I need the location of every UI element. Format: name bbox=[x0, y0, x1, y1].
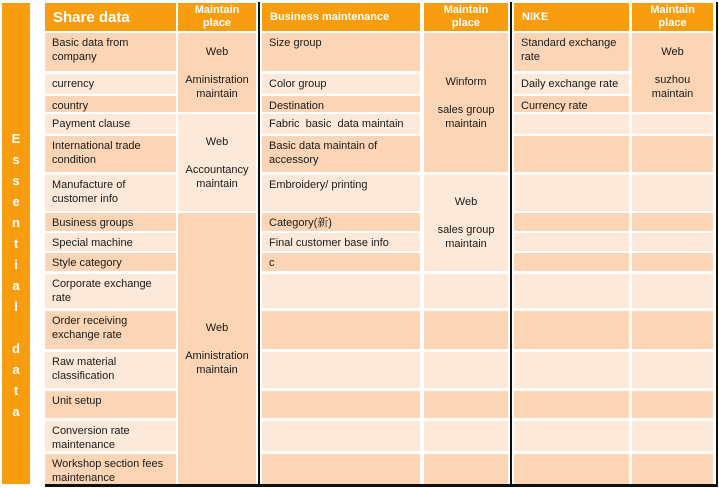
nike-cell-r1 bbox=[514, 33, 629, 71]
maintain-place-2-header bbox=[424, 3, 508, 31]
business-maintenance-cell-r2 bbox=[262, 74, 420, 94]
business-maintenance-header-label: Business maintenance bbox=[270, 10, 390, 23]
maintain-place-3-cell-r7 bbox=[632, 213, 713, 231]
cell-text: Style category bbox=[52, 257, 122, 269]
maintain-place-2-cell-r10 bbox=[424, 274, 508, 308]
cell-text: Aministration maintain bbox=[185, 349, 249, 376]
maintain-place-1-header bbox=[178, 3, 256, 31]
maintain-place-3-header-label: Maintain place bbox=[650, 4, 695, 29]
maintain-place-3-cell-r4 bbox=[632, 114, 713, 134]
nike-cell-r11 bbox=[514, 311, 629, 349]
nike-cell-r7 bbox=[514, 213, 629, 231]
maintain-place-1-cell-r4 bbox=[178, 114, 256, 211]
maintain-place-1-header-label: Maintain place bbox=[194, 4, 240, 29]
cell-text: Web bbox=[205, 321, 229, 334]
business-maintenance-cell-r14 bbox=[262, 421, 420, 451]
nike-cell-r6 bbox=[514, 175, 629, 211]
cell-text: Fabric basic data maintain bbox=[269, 118, 404, 130]
cell-text: Business groups bbox=[52, 217, 134, 229]
share-data-header-label: Share data bbox=[53, 8, 130, 26]
business-maintenance-cell-r8 bbox=[262, 233, 420, 251]
nike-cell-r3 bbox=[514, 96, 629, 112]
cell-text: Aministration maintain bbox=[185, 73, 249, 100]
cell-text: Raw material classification bbox=[52, 356, 120, 382]
cell-text: Currency rate bbox=[521, 100, 588, 112]
cell-text bbox=[427, 209, 505, 223]
maintain-place-2-cell-r1 bbox=[424, 33, 508, 172]
cell-text: Manufacture of customer info bbox=[52, 179, 129, 205]
maintain-place-3-cell-r14 bbox=[632, 421, 713, 451]
cell-text bbox=[181, 59, 253, 73]
cell-text: Web bbox=[454, 196, 478, 208]
vertical-letter: E bbox=[11, 131, 21, 146]
share-data-header bbox=[45, 3, 176, 31]
business-maintenance-cell-r13 bbox=[262, 391, 420, 418]
nike-cell-r2 bbox=[514, 74, 629, 94]
maintain-place-3-cell-r12 bbox=[632, 352, 713, 388]
vertical-letter: s bbox=[12, 173, 20, 188]
business-maintenance-cell-r7 bbox=[262, 213, 420, 231]
nike-cell-r4 bbox=[514, 114, 629, 134]
maintain-place-2-header-label: Maintain place bbox=[443, 4, 489, 29]
cell-text bbox=[181, 335, 253, 349]
cell-text: Web bbox=[205, 135, 229, 148]
nike-cell-r10 bbox=[514, 274, 629, 308]
nike-header bbox=[514, 3, 629, 31]
share-data-cell-r13 bbox=[45, 391, 176, 418]
cell-text: Winform bbox=[445, 75, 487, 88]
cell-text: Payment clause bbox=[52, 118, 131, 130]
cell-text: Corporate exchange rate bbox=[52, 278, 155, 304]
share-data-cell-r12 bbox=[45, 352, 176, 388]
business-maintenance-cell-r3 bbox=[262, 96, 420, 112]
cell-text: Daily exchange rate bbox=[521, 78, 619, 90]
business-maintenance-cell-r5 bbox=[262, 136, 420, 172]
maintain-place-3-cell-r13 bbox=[632, 391, 713, 418]
cell-text: Order receiving exchange rate bbox=[52, 315, 131, 341]
business-maintenance-cell-r1 bbox=[262, 33, 420, 71]
maintain-place-2-cell-r15 bbox=[424, 454, 508, 484]
maintain-place-3-cell-r10 bbox=[632, 274, 713, 308]
vertical-letter: d bbox=[12, 341, 20, 356]
business-maintenance-cell-r10 bbox=[262, 274, 420, 308]
share-data-cell-r8 bbox=[45, 233, 176, 251]
cell-text: Accountancy maintain bbox=[185, 163, 249, 190]
maintain-place-3-cell-r1 bbox=[632, 33, 713, 112]
cell-text: Final customer base info bbox=[269, 237, 389, 249]
column-divider-1 bbox=[258, 2, 260, 487]
cell-text bbox=[427, 89, 505, 103]
cell-text: Web bbox=[661, 45, 684, 58]
nike-cell-r13 bbox=[514, 391, 629, 418]
share-data-cell-r3 bbox=[45, 96, 176, 112]
share-data-cell-r7 bbox=[45, 213, 176, 231]
cell-text: Unit setup bbox=[52, 395, 102, 407]
maintain-place-2-cell-r11 bbox=[424, 311, 508, 349]
vertical-letter: a bbox=[12, 404, 20, 419]
share-data-cell-r15 bbox=[45, 454, 176, 484]
share-data-cell-r9 bbox=[45, 253, 176, 271]
column-divider-2 bbox=[510, 2, 512, 487]
maintain-place-3-header bbox=[632, 3, 713, 31]
cell-text: Size group bbox=[269, 37, 322, 49]
table-bottom-border bbox=[45, 484, 718, 487]
share-data-cell-r5 bbox=[45, 136, 176, 172]
nike-header-label: NIKE bbox=[522, 10, 549, 23]
cell-text: Color group bbox=[269, 78, 327, 90]
business-maintenance-cell-r6 bbox=[262, 175, 420, 211]
maintain-place-2-cell-r6 bbox=[424, 175, 508, 271]
vertical-letter: i bbox=[14, 257, 18, 272]
maintain-place-2-cell-r12 bbox=[424, 352, 508, 388]
share-data-cell-r10 bbox=[45, 274, 176, 308]
maintain-place-3-cell-r8 bbox=[632, 233, 713, 251]
cell-text: Destination bbox=[269, 100, 325, 112]
maintain-place-3-cell-r6 bbox=[632, 175, 713, 211]
nike-cell-r14 bbox=[514, 421, 629, 451]
business-maintenance-header bbox=[262, 3, 420, 31]
cell-text: Conversion rate maintenance bbox=[52, 425, 133, 451]
cell-text: sales group maintain bbox=[437, 103, 495, 130]
vertical-letter: n bbox=[12, 215, 20, 230]
cell-text: Web bbox=[205, 45, 229, 58]
cell-text: country bbox=[52, 100, 89, 112]
vertical-letter: t bbox=[13, 383, 19, 398]
maintain-place-3-cell-r15 bbox=[632, 454, 713, 484]
table-right-border bbox=[716, 2, 718, 487]
cell-text: currency bbox=[52, 78, 95, 90]
nike-cell-r5 bbox=[514, 136, 629, 172]
cell-text: Embroidery/ printing bbox=[269, 179, 368, 191]
vertical-letter: e bbox=[12, 194, 20, 209]
cell-text: Basic data from company bbox=[52, 37, 132, 63]
maintain-place-2-cell-r13 bbox=[424, 391, 508, 418]
maintain-place-3-cell-r5 bbox=[632, 136, 713, 172]
nike-cell-r12 bbox=[514, 352, 629, 388]
share-data-cell-r11 bbox=[45, 311, 176, 349]
share-data-cell-r14 bbox=[45, 421, 176, 451]
cell-text: suzhou maintain bbox=[651, 73, 694, 100]
cell-text: sales group maintain bbox=[437, 224, 495, 250]
nike-cell-r15 bbox=[514, 454, 629, 484]
maintain-place-2-cell-r14 bbox=[424, 421, 508, 451]
cell-text: Workshop section fees maintenance bbox=[52, 458, 167, 484]
cell-text bbox=[181, 149, 253, 163]
share-data-cell-r1 bbox=[45, 33, 176, 71]
vertical-letter: l bbox=[14, 299, 18, 314]
maintain-place-3-cell-r11 bbox=[632, 311, 713, 349]
business-maintenance-cell-r11 bbox=[262, 311, 420, 349]
nike-cell-r9 bbox=[514, 253, 629, 271]
cell-text: Category(新) bbox=[269, 217, 332, 229]
cell-text: Basic data maintain of accessory bbox=[269, 140, 381, 166]
business-maintenance-cell-r12 bbox=[262, 352, 420, 388]
business-maintenance-cell-r15 bbox=[262, 454, 420, 484]
nike-cell-r8 bbox=[514, 233, 629, 251]
cell-text bbox=[635, 59, 710, 73]
maintain-place-1-cell-r1 bbox=[178, 33, 256, 112]
share-data-cell-r2 bbox=[45, 74, 176, 94]
maintain-place-3-cell-r9 bbox=[632, 253, 713, 271]
vertical-letter: t bbox=[13, 236, 19, 251]
maintain-place-1-cell-r7 bbox=[178, 213, 256, 484]
vertical-letter: a bbox=[12, 278, 20, 293]
cell-text: Standard exchange rate bbox=[521, 37, 620, 63]
share-data-cell-r6 bbox=[45, 175, 176, 211]
cell-text: International trade condition bbox=[52, 140, 144, 166]
business-maintenance-cell-r4 bbox=[262, 114, 420, 134]
share-data-cell-r4 bbox=[45, 114, 176, 134]
business-maintenance-cell-r9 bbox=[262, 253, 420, 271]
vertical-letter: s bbox=[12, 152, 20, 167]
cell-text: Special machine bbox=[52, 237, 133, 249]
cell-text: c bbox=[269, 257, 275, 269]
vertical-letter: a bbox=[12, 362, 20, 377]
